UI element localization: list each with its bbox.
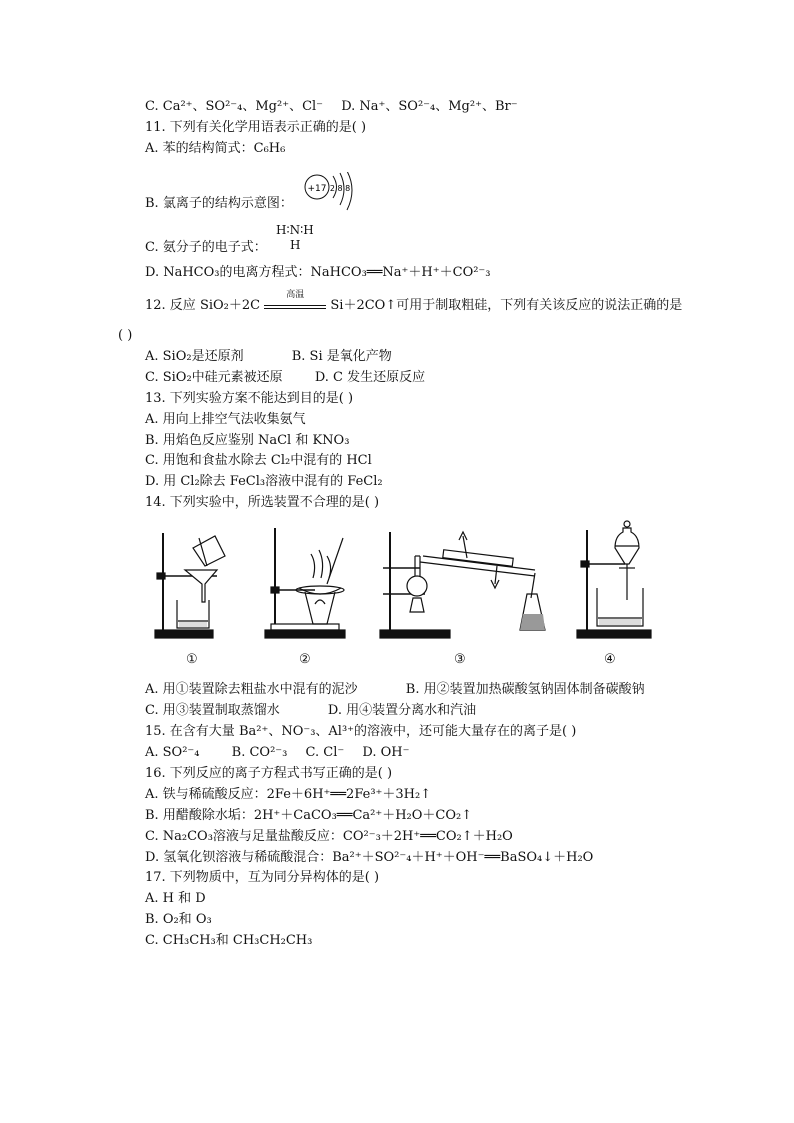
q11-stem: 11. 下列有关化学用语表示正确的是( ) [145,120,367,135]
q10-option-d: D. Na⁺、SO²⁻₄、Mg²⁺、Br⁻ [341,99,518,114]
q12-line-ab [145,349,392,365]
q15-options [145,745,409,761]
q12-stem [145,290,683,314]
q12-paren: ( ) [118,328,133,343]
q11-option-a: A. 苯的结构简式：C₆H₆ [145,141,286,156]
q15-stem: 15. 在含有大量 Ba²⁺、NO⁻₃、Al³⁺的溶液中，还可能大量存在的离子是( ) [145,724,577,739]
q15-option-d: D. OH⁻ [362,745,410,760]
fig-label-3: ③ [454,652,466,667]
fig-label-4: ④ [604,652,616,667]
q14-stem: 14. 下列实验中，所选装置不合理的是( ) [145,495,380,510]
q17-stem: 17. 下列物质中，互为同分异构体的是( ) [145,870,380,885]
apparatus-figure [145,518,665,668]
q14-line-cd [145,703,476,719]
q12-option-b: B. Si 是氧化产物 [291,349,392,364]
q14-option-b: B. 用②装置加热碳酸氢钠固体制备碳酸钠 [405,682,645,697]
shell-electrons: 2 8 8 [329,184,351,193]
separatory-funnel-apparatus [577,521,651,638]
nucleus-charge: +17 [307,184,327,194]
filtration-apparatus [155,533,225,638]
q13-option-b: B. 用焰色反应鉴别 NaCl 和 KNO₃ [145,433,350,448]
q12-option-a: A. SiO₂是还原剂 [145,349,244,364]
q13-option-c: C. 用饱和食盐水除去 Cl₂中混有的 HCl [145,453,372,468]
q13-option-d: D. 用 Cl₂除去 FeCl₃溶液中混有的 FeCl₂ [145,474,383,489]
q16-option-d: D. 氢氧化钡溶液与稀硫酸混合：Ba²⁺＋SO²⁻₄＋H⁺＋OH⁻══BaSO₄↓＋H₂O [145,850,594,865]
q12-line-cd [145,370,425,386]
q15-option-a: A. SO²⁻₄ [145,745,200,760]
q11-option-d: D. NaHCO₃的电离方程式：NaHCO₃══Na⁺＋H⁺＋CO²⁻₃ [145,265,491,280]
q14-option-a: A. 用①装置除去粗盐水中混有的泥沙 [145,682,358,697]
q10-line-cd [145,99,518,115]
q13-stem: 13. 下列实验方案不能达到目的是( ) [145,391,354,406]
q14-line-ab [145,682,645,698]
q15-option-c: C. Cl⁻ [305,745,345,760]
fig-label-2: ② [299,652,311,667]
q10-option-c: C. Ca²⁺、SO²⁻₄、Mg²⁺、Cl⁻ [145,99,324,114]
nh3-electron-formula-top: H∶N∶H [276,223,314,237]
q16-option-a: A. 铁与稀硫酸反应：2Fe＋6H⁺══2Fe³⁺＋3H₂↑ [145,787,432,802]
q12-stem-post: Si＋2CO↑可用于制取粗硅，下列有关该反应的说法正确的是 [330,298,683,313]
q17-option-c: C. CH₃CH₃和 CH₃CH₂CH₃ [145,933,313,948]
q12-option-c: C. SiO₂中硅元素被还原 [145,370,283,385]
q14-option-c: C. 用③装置制取蒸馏水 [145,703,280,718]
q17-option-b: B. O₂和 O₃ [145,912,212,927]
q14-option-d: D. 用④装置分离水和汽油 [327,703,477,718]
fig-label-1: ① [186,652,198,667]
q17-option-a: A. H 和 D [145,891,206,906]
q16-option-b: B. 用醋酸除水垢：2H⁺＋CaCO₃══Ca²⁺＋H₂O＋CO₂↑ [145,808,473,823]
reaction-condition: 高温 [286,290,305,300]
chloride-ion-diagram [300,172,362,214]
q12-option-d: D. C 发生还原反应 [314,370,426,385]
q13-option-a: A. 用向上排空气法收集氨气 [145,412,306,427]
reaction-arrow [264,290,326,309]
q11-option-c: C. 氨分子的电子式： [145,240,267,255]
q16-stem: 16. 下列反应的离子方程式书写正确的是( ) [145,766,393,781]
nh3-electron-formula-bottom: H [290,238,301,252]
q15-option-b: B. CO²⁻₃ [231,745,288,760]
q11-option-b: B. 氯离子的结构示意图： [145,196,293,211]
q12-stem-pre: 12. 反应 SiO₂＋2C [145,298,261,313]
q16-option-c: C. Na₂CO₃溶液与足量盐酸反应：CO²⁻₃＋2H⁺══CO₂↑＋H₂O [145,829,513,844]
distillation-apparatus [380,532,545,638]
evaporation-apparatus [265,528,345,638]
